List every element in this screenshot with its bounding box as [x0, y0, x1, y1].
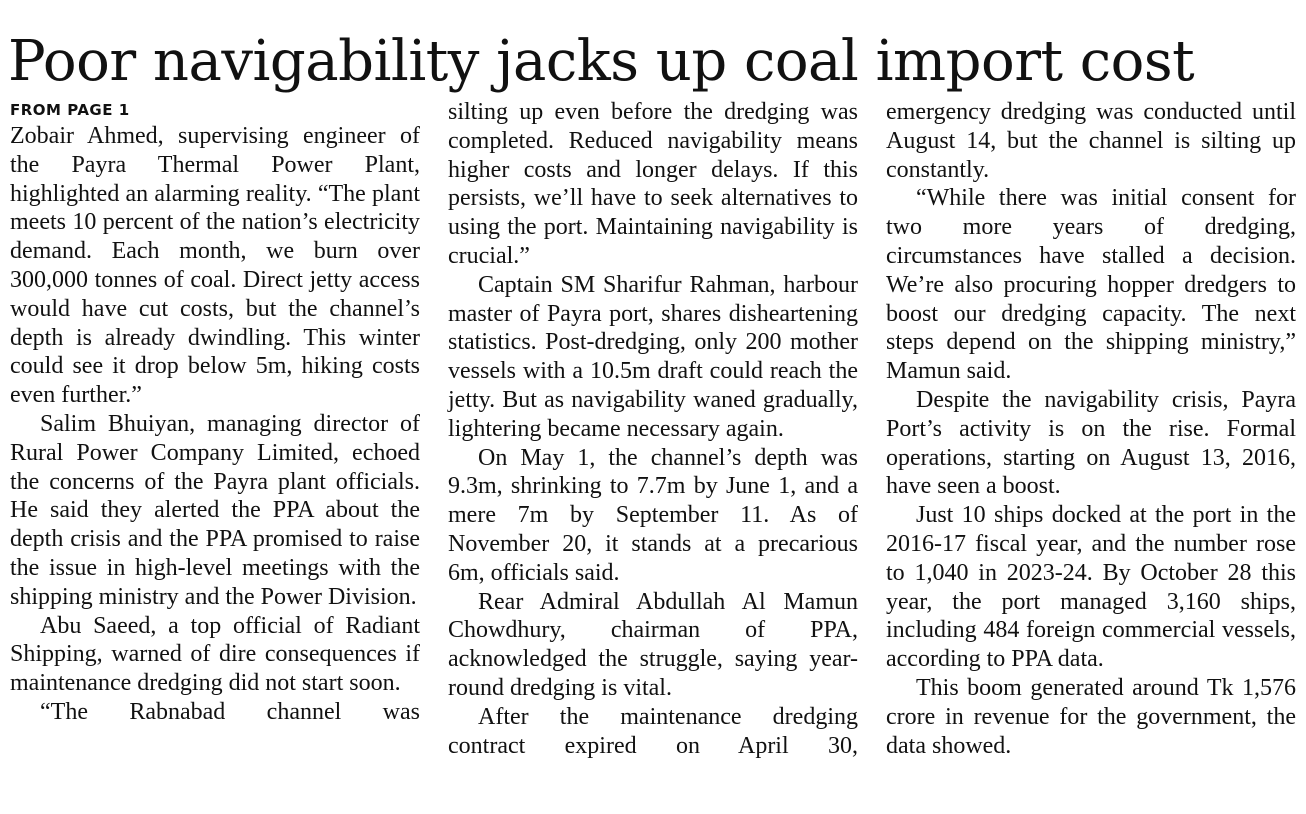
paragraph: emergency dredging was conducted until August 14, but the channel is silting up constantly. [886, 99, 1296, 183]
paragraph: silting up even before the dredging was completed. Reduced navigability means higher costs and longer delays. If this persists, we’ll have to seek alternatives to using the port. Maintaining navigability is crucial.” [448, 99, 858, 269]
paragraph: After the maintenance dredging contract expired on April 30, [448, 703, 858, 759]
paragraph: Rear Admiral Abdullah Al Mamun Chowdhury, chairman of PPA, acknowledged the struggle, saying year-round dredging is vital. [448, 588, 858, 701]
paragraph: Despite the navigability crisis, Payra Port’s activity is on the rise. Formal operations, starting on August 13, 2016, have seen a boost. [886, 386, 1296, 500]
paragraph: Zobair Ahmed, supervising engineer of the Payra Thermal Power Plant, highlighted an alarming reality. “The plant meets 10 percent of the nation’s electricity demand. Each month, we burn over 300,000 tonnes of coal. Direct jetty access would have cut costs, but the channel’s depth is already dwindling. This winter could see it drop below 5m, hiking costs even further.” [10, 123, 420, 409]
paragraph: “The Rabnabad channel was [40, 698, 420, 725]
article-column-2 [448, 98, 858, 760]
article-column-3 [886, 98, 1296, 760]
paragraph: Captain SM Sharifur Rahman, harbour master of Payra port, shares disheartening statistics. Post-dredging, only 200 mother vessels with a 10.5m draft could reach the jetty. But as navigability waned gradually, lightering became necessary again. [448, 271, 858, 442]
headline: Poor navigability jacks up coal import cost [8, 29, 1195, 94]
paragraph: On May 1, the channel’s depth was 9.3m, shrinking to 7.7m by June 1, and a mere 7m by September 11. As of November 20, it stands at a precarious 6m, officials said. [448, 444, 858, 586]
paragraph: Salim Bhuiyan, managing director of Rural Power Company Limited, echoed the concerns of the Payra plant officials. He said they alerted the PPA about the depth crisis and the PPA promised to raise the issue in high-level meetings with the shipping ministry and the Power Division. [10, 410, 420, 610]
paragraph: “While there was initial consent for two more years of dredging, circumstances have stalled a decision. We’re also procuring hopper dredgers to boost our dredging capacity. The next steps depend on the shipping ministry,” Mamun said. [886, 185, 1296, 385]
paragraph: This boom generated around Tk 1,576 crore in revenue for the government, the data showed. [886, 674, 1296, 759]
article-column-1 [10, 98, 420, 727]
paragraph: Abu Saeed, a top official of Radiant Shipping, warned of dire consequences if maintenance dredging did not start soon. [10, 612, 420, 697]
paragraph: Just 10 ships docked at the port in the 2016-17 fiscal year, and the number rose to 1,040 in 2023-24. By October 28 this year, the port managed 3,160 ships, including 484 foreign commercial vessels, according to PPA data. [886, 502, 1296, 673]
continuation-kicker: FROM PAGE 1 [10, 101, 130, 119]
